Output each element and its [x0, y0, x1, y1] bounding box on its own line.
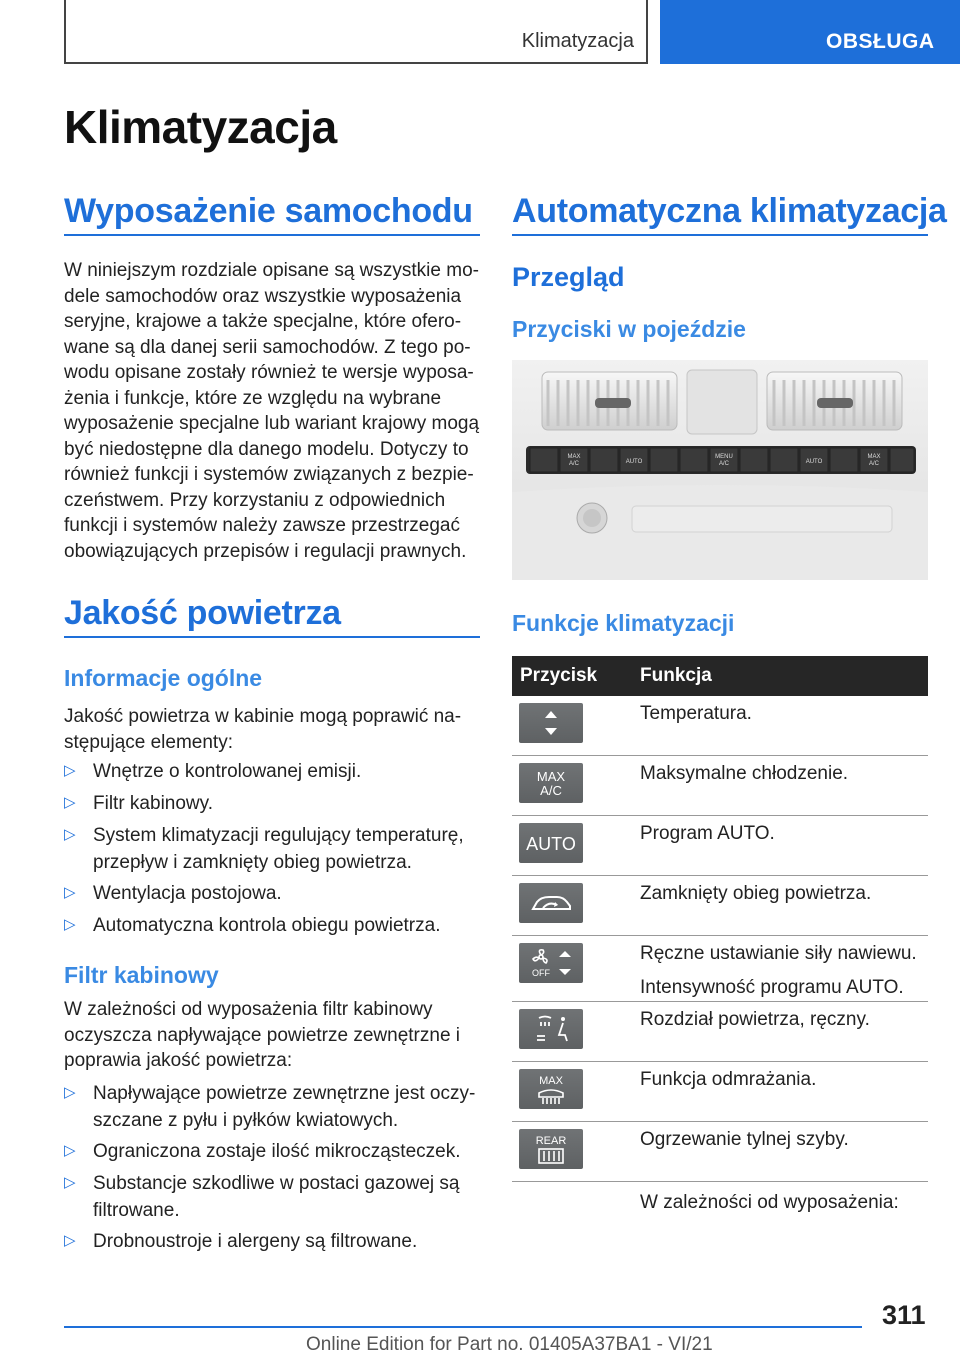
- bullet-triangle-icon: ▷: [64, 1232, 76, 1249]
- list-item-text: System klimatyzacji regulujący temperaturę, przepływ i zamknięty obieg powietrza.: [93, 825, 464, 873]
- list-item-text: Napływające powietrze zewnętrzne jest oczy- szczane z pyłu i pyłków kwiatowych.: [93, 1083, 476, 1131]
- heading-equipment: Wyposażenie samochodu: [64, 192, 473, 230]
- filter-paragraph: W zależności od wyposażenia filtr kabinowy oczyszcza napływające powietrze zewnętrzne i poprawia jakość powietrza:: [64, 999, 461, 1071]
- list-item-text: Filtr kabinowy.: [93, 793, 214, 814]
- list-item-text: Substancje szkodliwe w postaci gazowej są filtrowane.: [93, 1173, 460, 1221]
- function-text: Zamknięty obieg powietrza.: [635, 876, 928, 936]
- list-item-text: Drobnoustroje i alergeny są filtrowane.: [93, 1231, 418, 1252]
- bullet-triangle-icon: ▷: [64, 916, 76, 933]
- header-tab-label: OBSŁUGA: [826, 30, 935, 53]
- icon-label: A/C: [540, 783, 562, 798]
- table-header-row: [512, 656, 928, 696]
- heading-overview: Przegląd: [512, 262, 625, 292]
- heading-cabin-filter: Filtr kabinowy: [64, 962, 219, 988]
- function-text: Rozdział powietrza, ręczny.: [635, 1002, 928, 1062]
- table-row: [512, 1002, 928, 1062]
- function-text: Program AUTO.: [635, 816, 928, 876]
- function-text-cell: [635, 936, 928, 1002]
- rear-defrost-icon: [519, 1129, 583, 1169]
- heading-air-quality: Jakość powietrza: [64, 594, 341, 632]
- heading-functions: Funkcje klimatyzacji: [512, 610, 735, 636]
- divider: [512, 234, 928, 236]
- footer-text: Online Edition for Part no. 01405A37BA1 - VI/21: [306, 1334, 713, 1355]
- max-defrost-icon: [519, 1069, 583, 1109]
- divider: [64, 234, 480, 236]
- column-header-function: Funkcja: [635, 656, 928, 696]
- table-row: [512, 1122, 928, 1182]
- list-item-text: Wentylacja postojowa.: [93, 883, 282, 904]
- bullet-triangle-icon: ▷: [64, 1174, 76, 1191]
- svg-text:A/C: A/C: [568, 461, 580, 467]
- bullet-triangle-icon: ▷: [64, 826, 76, 843]
- icon-label: MAX: [536, 769, 566, 784]
- bullet-triangle-icon: ▷: [64, 884, 76, 901]
- svg-text:A/C: A/C: [718, 461, 730, 467]
- bullet-triangle-icon: ▷: [64, 762, 76, 779]
- table-row: [512, 816, 928, 876]
- table-row: [512, 1062, 928, 1122]
- page-title: Klimatyzacja: [64, 101, 337, 153]
- function-text-secondary: Intensywność programu AUTO.: [640, 977, 904, 998]
- heading-auto-climate: Automatyczna klimatyzacja: [512, 192, 947, 230]
- bullet-triangle-icon: ▷: [64, 794, 76, 811]
- max-ac-icon: [519, 763, 583, 803]
- temperature-arrows-icon: [519, 703, 583, 743]
- svg-text:MENU: MENU: [715, 454, 733, 460]
- auto-icon: [519, 823, 583, 863]
- list-item-text: Wnętrze o kontrolowanej emisji.: [93, 761, 362, 782]
- list-item-text: Ograniczona zostaje ilość mikrocząsteczek.: [93, 1141, 461, 1162]
- svg-text:MAX: MAX: [567, 454, 581, 460]
- page-number: 311: [882, 1300, 926, 1330]
- heading-vehicle-buttons: Przyciski w pojeździe: [512, 316, 746, 342]
- header-box: [64, 0, 648, 64]
- function-text: Ręczne ustawianie siły nawiewu.: [640, 943, 917, 964]
- fan-off-icon: [519, 943, 583, 983]
- function-text: Maksymalne chłodzenie.: [635, 756, 928, 816]
- table-row: [512, 756, 928, 816]
- list-item-text: Automatyczna kontrola obiegu powietrza.: [93, 915, 441, 936]
- function-text: Funkcja odmrażania.: [635, 1062, 928, 1122]
- divider: [64, 636, 480, 638]
- function-text: Ogrzewanie tylnej szyby.: [635, 1122, 928, 1182]
- icon-label: REAR: [535, 1135, 567, 1147]
- icon-label: MAX: [539, 1075, 563, 1087]
- svg-text:A/C: A/C: [868, 461, 880, 467]
- icon-label: OFF: [532, 968, 550, 978]
- heading-general-info: Informacje ogólne: [64, 665, 263, 691]
- table-row: [512, 696, 928, 756]
- recirculation-icon: [519, 883, 583, 923]
- table-row: [512, 936, 928, 1002]
- functions-table: [512, 656, 928, 1182]
- bullet-triangle-icon: ▷: [64, 1084, 76, 1101]
- equipment-note: W zależności od wyposażenia:: [640, 1192, 899, 1213]
- footer-divider: [64, 1326, 862, 1328]
- equipment-paragraph: W niniejszym rozdziale opisane są wszystkie mo- dele samochodów oraz wszystkie wyposażenia seryjne, krajowe a także specjalne, które ofero- wane są dla danej serii samochodów. Z tego po- wodu opisane zostały również te wersje wyposa- żenia i funkcje, które ze względu na wybrane wyposażenie specjalne lub wariant krajowy mogą być niedostępne dla danego modelu. Dotyczy to również funkcji i systemów związanych z bezpie- czeństwem. Przy korzystaniu z odpowiednich funkcji i systemów należy zawsze przestrzegać obowiązujących przepisów i regulacji prawnych.: [64, 260, 480, 562]
- bullet-triangle-icon: ▷: [64, 1142, 76, 1159]
- svg-text:MAX: MAX: [867, 454, 881, 460]
- column-header-button: Przycisk: [512, 656, 635, 696]
- air-distribution-icon: [519, 1009, 583, 1049]
- general-paragraph: Jakość powietrza w kabinie mogą poprawić na- stępujące elementy:: [64, 706, 462, 753]
- climate-panel-photo: [512, 360, 928, 580]
- table-row: [512, 876, 928, 936]
- function-text: Temperatura.: [635, 696, 928, 756]
- header-tab[interactable]: [660, 0, 960, 64]
- svg-text:AUTO: AUTO: [805, 459, 823, 465]
- icon-label: AUTO: [526, 834, 576, 854]
- svg-text:AUTO: AUTO: [625, 459, 643, 465]
- header-section-title: Klimatyzacja: [521, 30, 634, 52]
